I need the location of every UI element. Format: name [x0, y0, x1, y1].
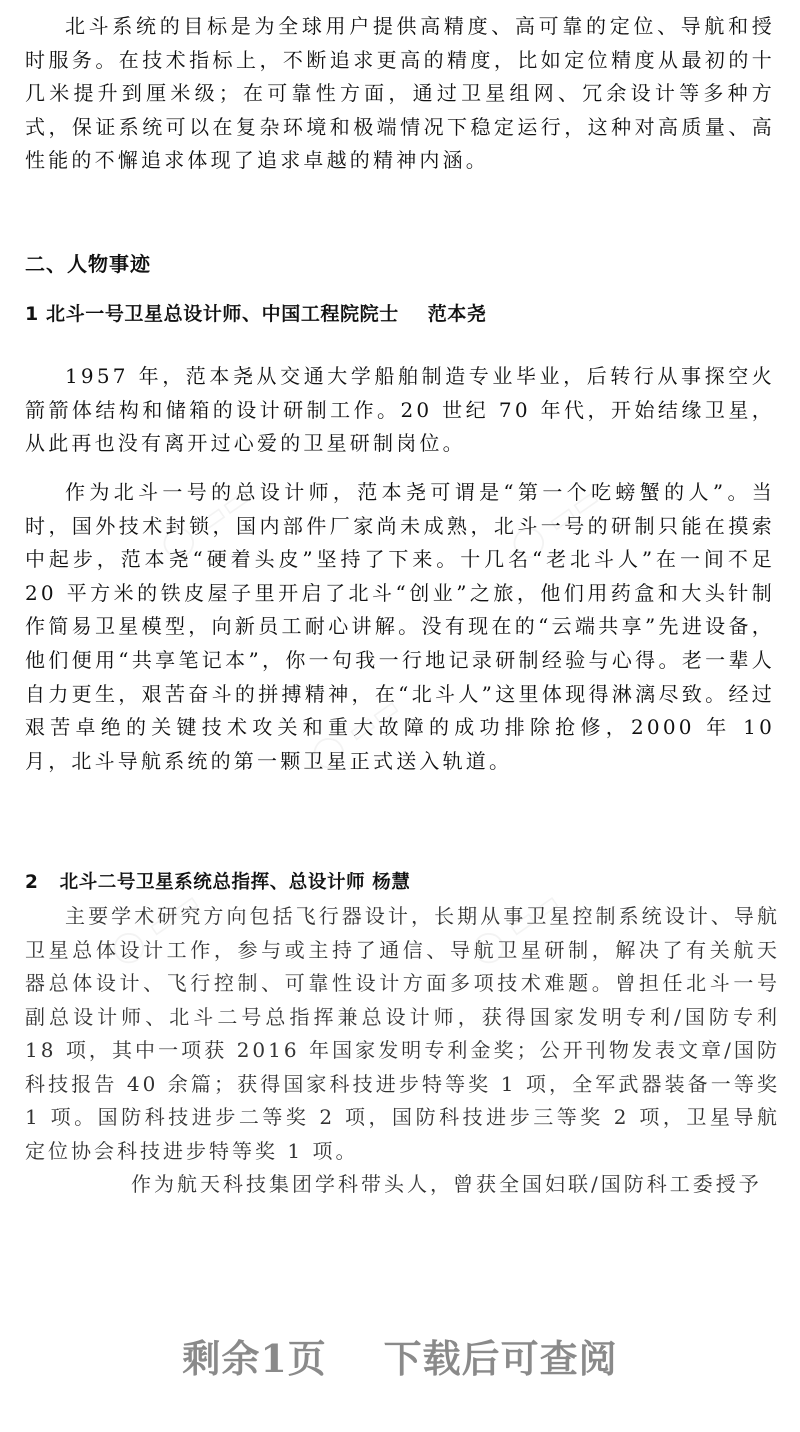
person-1-paragraph-2: 作为北斗一号的总设计师，范本尧可谓是“第一个吃螃蟹的人”。当时，国外技术封锁，国内部件厂家尚未成熟，北斗一号的研制只能在摸索中起步，范本尧“硬着头皮”坚持了下来。十几名“老北斗人”在一间不足 20 平方米的铁皮屋子里开启了北斗“创业”之旅，他们用药盒和大头针制作简易卫星模型，向新员工耐心讲解。没有现在的“云端共享”先进设备，他们便用“共享笔记本”，你一句我一行地记录研制经验与心得。老一辈人自力更生，艰苦奋斗的拼搏精神，在“北斗人”这里体现得淋漓尽致。经过艰苦卓绝的关键技术攻关和重大故障的成功排除抢修，2000 年 10 月，北斗导航系统的第一颗卫星正式送入轨道。: [25, 480, 775, 773]
person-2-paragraph-1: 主要学术研究方向包括飞行器设计，长期从事卫星控制系统设计、导航卫星总体设计工作，参与或主持了通信、导航卫星研制，解决了有关航天器总体设计、飞行控制、可靠性设计方面多项技术难题。曾担任北斗一号副总设计师、北斗二号总指挥兼总设计师，获得国家发明专利/国防专利 18 项，其中一项获 2016 年国家发明专利金奖；公开刊物发表文章/国防科技报告 40 余篇；获得国家科技进步特等奖 1 项，全军武器装备一等奖 1 项。国防科技进步二等奖 2 项，国防科技进步三等奖 2 项，卫星导航定位协会科技进步特等奖 1 项。: [25, 904, 780, 1163]
person-2-heading: 2 北斗二号卫星系统总指挥、总设计师 杨慧: [25, 872, 411, 893]
person-1-heading: 1 北斗一号卫星总设计师、中国工程院院士 范本尧: [25, 303, 487, 325]
section-heading: 二、人物事迹: [25, 252, 151, 276]
download-prompt-banner[interactable]: 剩余1页 下载后可查阅: [182, 1336, 618, 1381]
intro-paragraph: 北斗系统的目标是为全球用户提供高精度、高可靠的定位、导航和授时服务。在技术指标上，不断追求更高的精度，比如定位精度从最初的十几米提升到厘米级；在可靠性方面，通过卫星组网、冗余设计等多种方式，保证系统可以在复杂环境和极端情况下稳定运行，这种对高质量、高性能的不懈追求体现了追求卓越的精神内涵。: [25, 14, 775, 173]
person-1-paragraph-1: 1957 年，范本尧从交通大学船舶制造专业毕业，后转行从事探空火箭箭体结构和储箱的设计研制工作。20 世纪 70 年代，开始结缘卫星，从此再也没有离开过心爱的卫星研制岗位。: [25, 364, 775, 456]
person-2-paragraph-2: 作为航天科技集团学科带头人，曾获全国妇联/国防科工委授予: [131, 1172, 762, 1196]
person-2-body: [25, 900, 780, 1202]
